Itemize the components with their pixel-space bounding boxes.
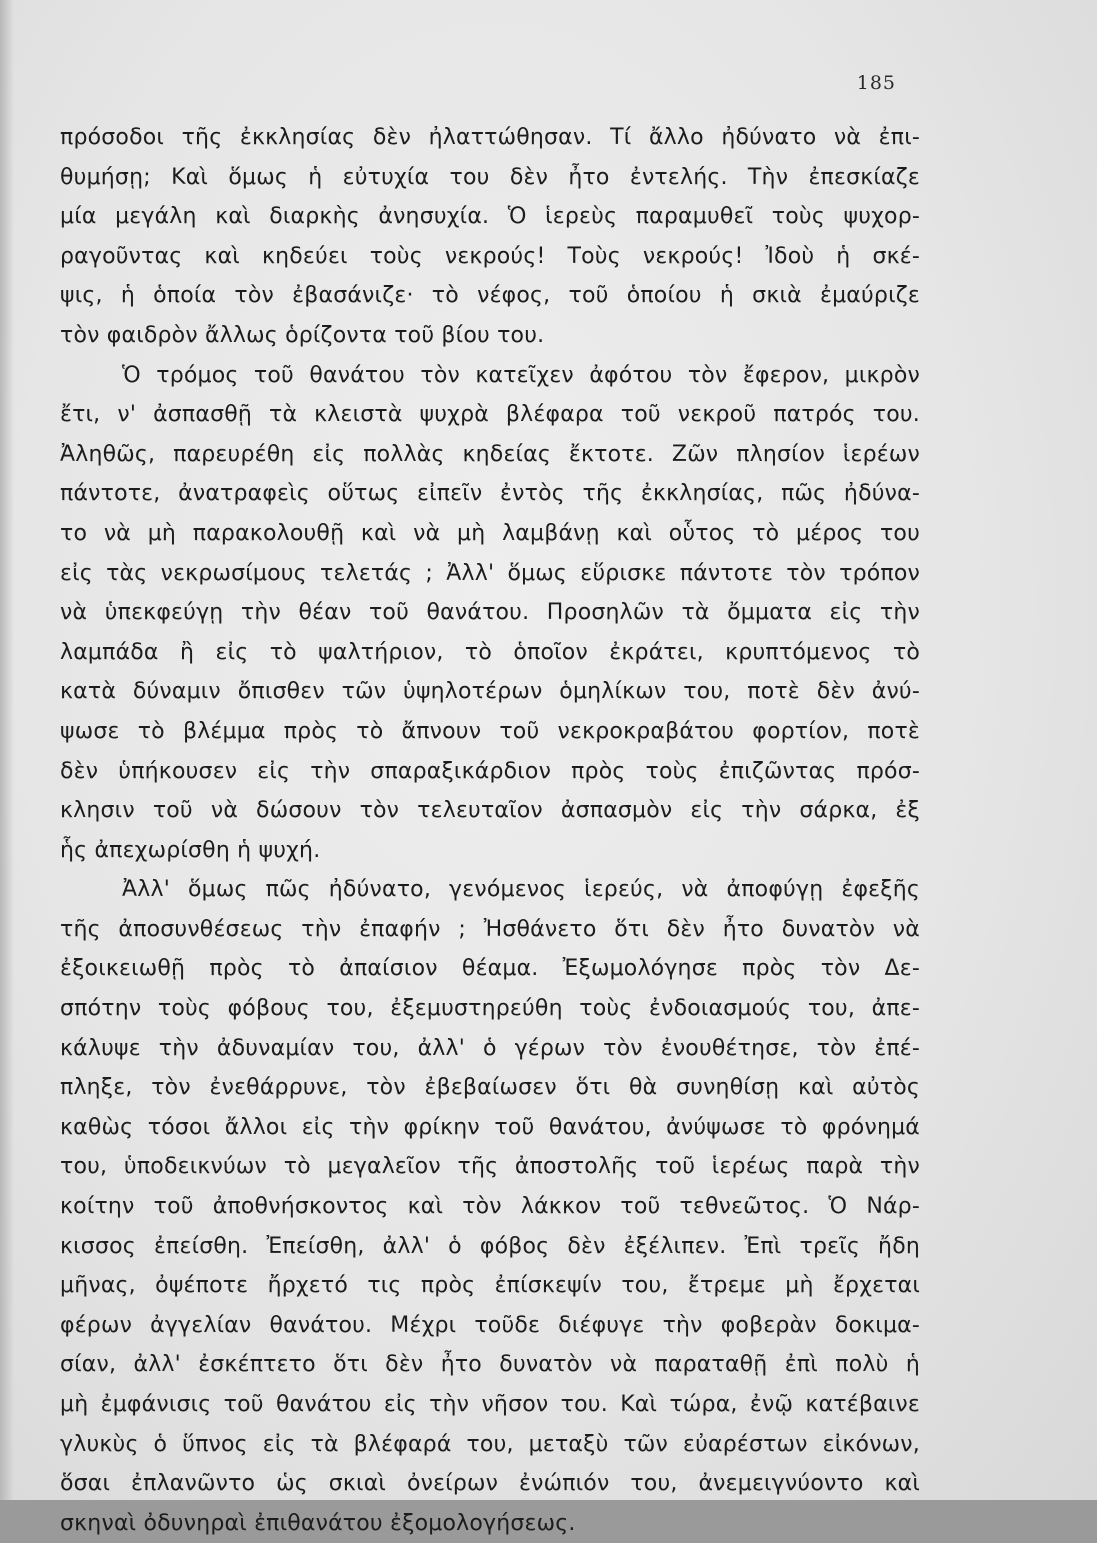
text-line: δὲν ὑπήκουσεν εἰς τὴν σπαραξικάρδιον πρὸς τοὺς ἐπιζῶντας πρόσ- — [60, 758, 920, 784]
paragraph-3 — [60, 870, 920, 1543]
paragraph-2 — [60, 356, 920, 871]
text-line: πάντοτε, ἀνατραφεὶς οὕτως εἰπεῖν ἐντὸς τῆς ἐκκλησίας, πῶς ἠδύνα- — [60, 481, 920, 507]
text-line: λαμπάδα ἢ εἰς τὸ ψαλτήριον, τὸ ὁποῖον ἐκράτει, κρυπτόμενος τὸ — [60, 639, 920, 665]
text-line: μῆνας, ὀψέποτε ἤρχετό τις πρὸς ἐπίσκεψίν του, ἔτρεμε μὴ ἔρχεται — [60, 1273, 920, 1299]
gutter-shadow — [0, 0, 14, 1500]
text-line: πληξε, τὸν ἐνεθάρρυνε, τὸν ἐβεβαίωσεν ὅτι θὰ συνηθίσῃ καὶ αὐτὸς — [60, 1075, 920, 1101]
body-text — [60, 118, 920, 1543]
text-line: νὰ ὑπεκφεύγῃ τὴν θέαν τοῦ θανάτου. Προσηλῶν τὰ ὄμματα εἰς τὴν — [60, 600, 920, 626]
text-line: εἰς τὰς νεκρωσίμους τελετάς ; Ἀλλ' ὅμως εὕρισκε πάντοτε τὸν τρόπον — [60, 560, 920, 586]
text-line: ραγοῦντας καὶ κηδεύει τοὺς νεκρούς! Τοὺς νεκρούς! Ἰδοὺ ἡ σκέ- — [60, 243, 920, 269]
text-line: ἧς ἀπεχωρίσθη ἡ ψυχή. — [60, 837, 321, 863]
text-line: ἐξοικειωθῇ πρὸς τὸ ἀπαίσιον θέαμα. Ἐξωμολόγησε πρὸς τὸν Δε- — [60, 956, 920, 982]
text-line: Ὁ τρόμος τοῦ θανάτου τὸν κατεῖχεν ἀφότου τὸν ἔφερον, μικρὸν — [122, 362, 920, 388]
text-line: Ἀληθῶς, παρευρέθη εἰς πολλὰς κηδείας ἔκτοτε. Ζῶν πλησίον ἱερέων — [60, 441, 920, 467]
text-line: κάλυψε τὴν ἀδυναμίαν του, ἀλλ' ὁ γέρων τὸν ἐνουθέτησε, τὸν ἐπέ- — [60, 1035, 920, 1061]
text-line: πρόσοδοι τῆς ἐκκλησίας δὲν ἠλαττώθησαν. Τί ἄλλο ἠδύνατο νὰ ἐπι- — [60, 125, 920, 150]
text-line: το νὰ μὴ παρακολουθῇ καὶ νὰ μὴ λαμβάνῃ καὶ οὗτος τὸ μέρος του — [60, 520, 920, 546]
text-line: κοίτην τοῦ ἀποθνήσκοντος καὶ τὸν λάκκον τοῦ τεθνεῶτος. Ὁ Νάρ- — [60, 1194, 920, 1220]
text-line: τὸν φαιδρὸν ἄλλως ὁρίζοντα τοῦ βίου του. — [60, 322, 545, 348]
text-line: του, ὑποδεικνύων τὸ μεγαλεῖον τῆς ἀποστολῆς τοῦ ἱερέως παρὰ τὴν — [60, 1154, 920, 1180]
text-line: σίαν, ἀλλ' ἐσκέπτετο ὅτι δὲν ἦτο δυνατὸν νὰ παραταθῇ ἐπὶ πολὺ ἡ — [60, 1352, 920, 1378]
page-number: 185 — [856, 72, 896, 94]
text-line: θυμήσῃ; Καὶ ὅμως ἡ εὐτυχία του δὲν ἦτο ἐντελής. Τὴν ἐπεσκίαζε — [60, 164, 920, 190]
paragraph-1 — [60, 118, 920, 356]
text-line: σπότην τοὺς φόβους του, ἐξεμυστηρεύθη τοὺς ἐνδοιασμούς του, ἀπε- — [60, 996, 920, 1022]
text-line: καθὼς τόσοι ἄλλοι εἰς τὴν φρίκην τοῦ θανάτου, ἀνύψωσε τὸ φρόνημά — [60, 1114, 920, 1140]
text-line: ὅσαι ἐπλανῶντο ὡς σκιαὶ ὀνείρων ἐνώπιόν του, ἀνεμειγνύοντο καὶ — [60, 1471, 920, 1497]
text-line: γλυκὺς ὁ ὕπνος εἰς τὰ βλέφαρά του, μεταξὺ τῶν εὐαρέστων εἰκόνων, — [60, 1431, 920, 1457]
text-line: μία μεγάλη καὶ διαρκὴς ἀνησυχία. Ὁ ἱερεὺς παραμυθεῖ τοὺς ψυχορ- — [60, 204, 920, 230]
text-line: κατὰ δύναμιν ὄπισθεν τῶν ὑψηλοτέρων ὁμηλίκων του, ποτὲ δὲν ἀνύ- — [60, 679, 920, 705]
text-line: τῆς ἀποσυνθέσεως τὴν ἐπαφήν ; Ἠσθάνετο ὅτι δὲν ἦτο δυνατὸν νὰ — [60, 916, 920, 942]
text-line: μὴ ἐμφάνισις τοῦ θανάτου εἰς τὴν νῆσον του. Καὶ τώρα, ἐνῷ κατέβαινε — [60, 1392, 920, 1417]
text-line: ψωσε τὸ βλέμμα πρὸς τὸ ἄπνουν τοῦ νεκροκραβάτου φορτίον, ποτὲ — [60, 718, 920, 744]
text-line: ἔτι, ν' ἀσπασθῇ τὰ κλειστὰ ψυχρὰ βλέφαρα τοῦ νεκροῦ πατρός του. — [60, 402, 920, 428]
text-line: κισσος ἐπείσθη. Ἐπείσθη, ἀλλ' ὁ φόβος δὲν ἐξέλιπεν. Ἐπὶ τρεῖς ἤδη — [60, 1233, 920, 1259]
text-line: ψις, ἡ ὁποία τὸν ἐβασάνιζε· τὸ νέφος, τοῦ ὁποίου ἡ σκιὰ ἐμαύριζε — [60, 283, 920, 309]
text-line: κλησιν τοῦ νὰ δώσουν τὸν τελευταῖον ἀσπασμὸν εἰς τὴν σάρκα, ἐξ — [60, 798, 920, 824]
text-line: Ἀλλ' ὅμως πῶς ἠδύνατο, γενόμενος ἱερεύς, νὰ ἀποφύγῃ ἐφεξῆς — [122, 877, 920, 903]
text-line: σκηναὶ ὀδυνηραὶ ἐπιθανάτου ἐξομολογήσεως. — [60, 1510, 576, 1536]
text-line: φέρων ἀγγελίαν θανάτου. Μέχρι τοῦδε διέφυγε τὴν φοβερὰν δοκιμα- — [60, 1312, 920, 1338]
